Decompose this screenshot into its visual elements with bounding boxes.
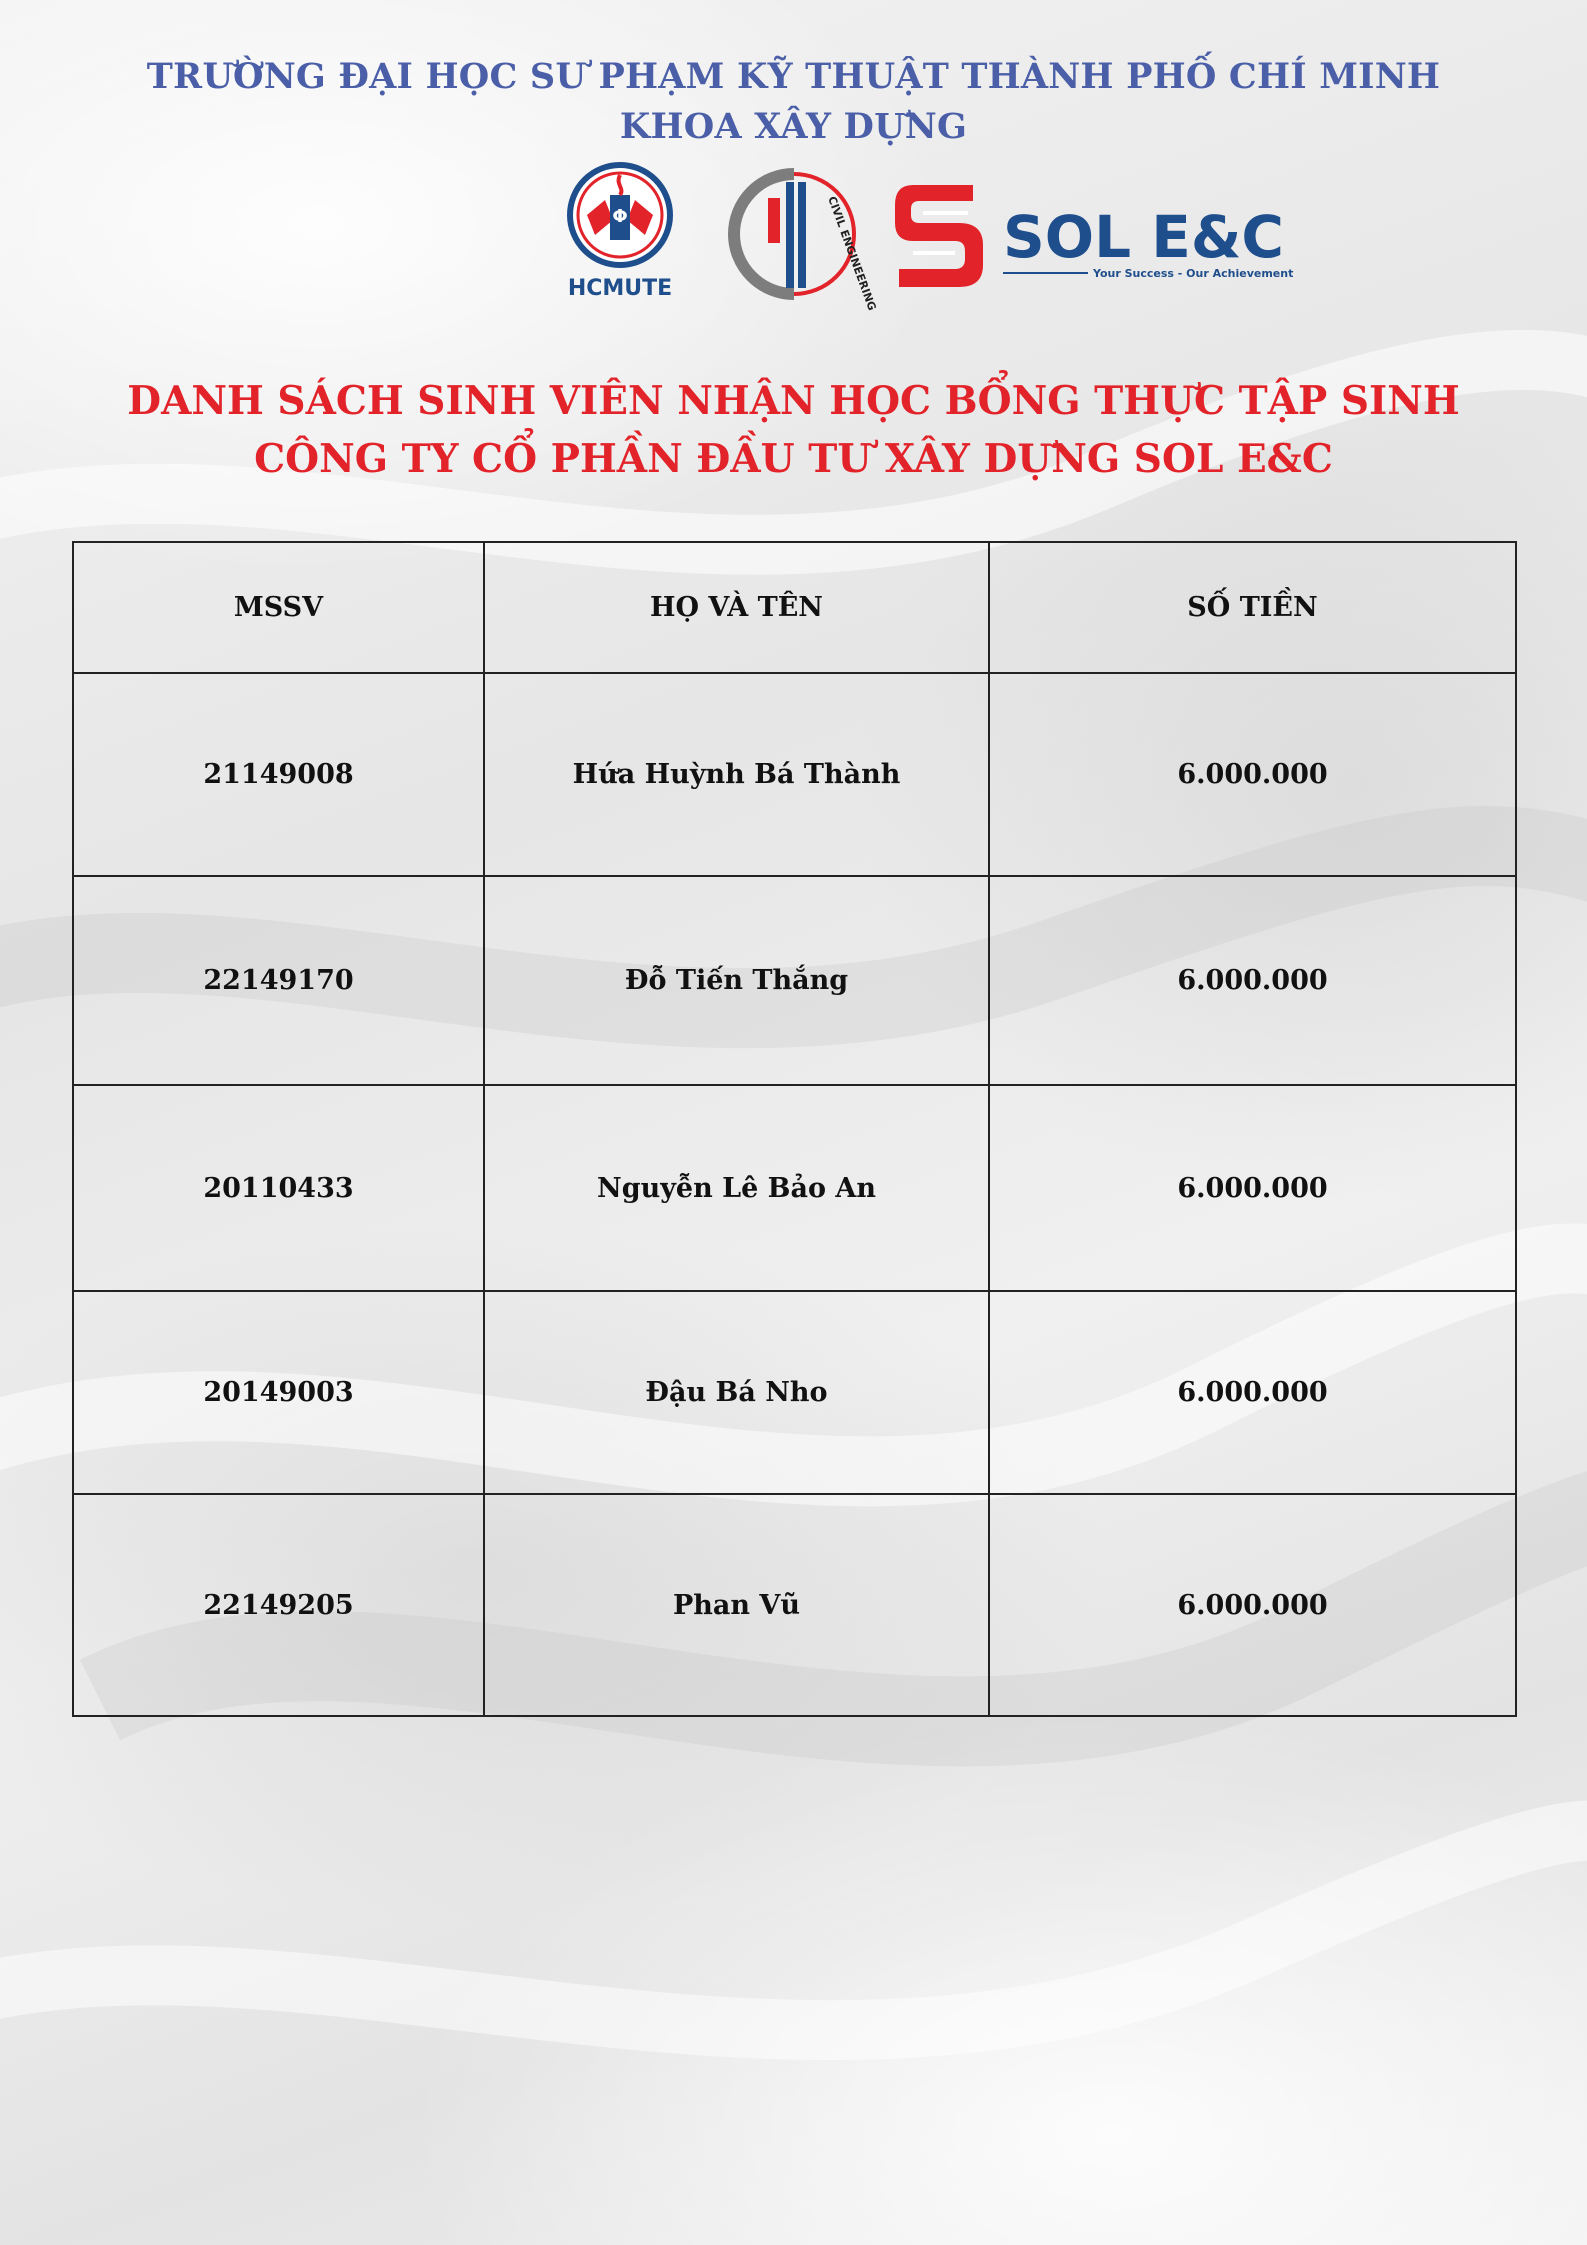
column-header-amount: SỐ TIỀN [989, 542, 1516, 673]
cell-amount: 6.000.000 [989, 1494, 1516, 1716]
cell-mssv: 20149003 [73, 1291, 484, 1494]
scholarship-table [72, 541, 1517, 1717]
school-name: TRƯỜNG ĐẠI HỌC SƯ PHẠM KỸ THUẬT THÀNH PHỐ CHÍ MINH [146, 56, 1441, 97]
cell-amount: 6.000.000 [989, 1291, 1516, 1494]
cell-name: Nguyễn Lê Bảo An [484, 1085, 989, 1291]
sol-ec-logo [893, 175, 1294, 295]
cell-amount: 6.000.000 [989, 1085, 1516, 1291]
table-row [73, 673, 1516, 876]
cell-mssv: 22149205 [73, 1494, 484, 1716]
cell-amount: 6.000.000 [989, 673, 1516, 876]
title-line-2: CÔNG TY CỔ PHẦN ĐẦU TƯ XÂY DỰNG SOL E&C [254, 436, 1333, 482]
civil-logo-text: CIVIL ENGINEERING [825, 194, 879, 313]
column-header-name: HỌ VÀ TÊN [484, 542, 989, 673]
table-row [73, 1494, 1516, 1716]
title-line-1: DANH SÁCH SINH VIÊN NHẬN HỌC BỔNG THỰC TẬP SINH [127, 378, 1460, 424]
sol-ec-name: SOL E&C [1003, 203, 1284, 271]
school-header [0, 52, 1587, 152]
column-header-mssv: MSSV [73, 542, 484, 673]
cell-name: Phan Vũ [484, 1494, 989, 1716]
table-row [73, 1085, 1516, 1291]
cell-name: Hứa Huỳnh Bá Thành [484, 673, 989, 876]
table-row [73, 1291, 1516, 1494]
logo-bar [0, 160, 1587, 313]
cell-mssv: 20110433 [73, 1085, 484, 1291]
hcmute-logo [565, 160, 675, 305]
table-header-row [73, 542, 1516, 673]
document-title [0, 372, 1587, 488]
cell-mssv: 22149170 [73, 876, 484, 1085]
civil-engineering-logo [728, 168, 879, 313]
faculty-name: KHOA XÂY DỰNG [619, 106, 968, 147]
table-row [73, 876, 1516, 1085]
sol-ec-tagline: Your Success - Our Achievement [1093, 267, 1294, 280]
cell-mssv: 21149008 [73, 673, 484, 876]
cell-amount: 6.000.000 [989, 876, 1516, 1085]
cell-name: Đậu Bá Nho [484, 1291, 989, 1494]
cell-name: Đỗ Tiến Thắng [484, 876, 989, 1085]
hcmute-logo-text: HCMUTE [567, 276, 673, 301]
svg-text:Φ: Φ [612, 206, 628, 227]
